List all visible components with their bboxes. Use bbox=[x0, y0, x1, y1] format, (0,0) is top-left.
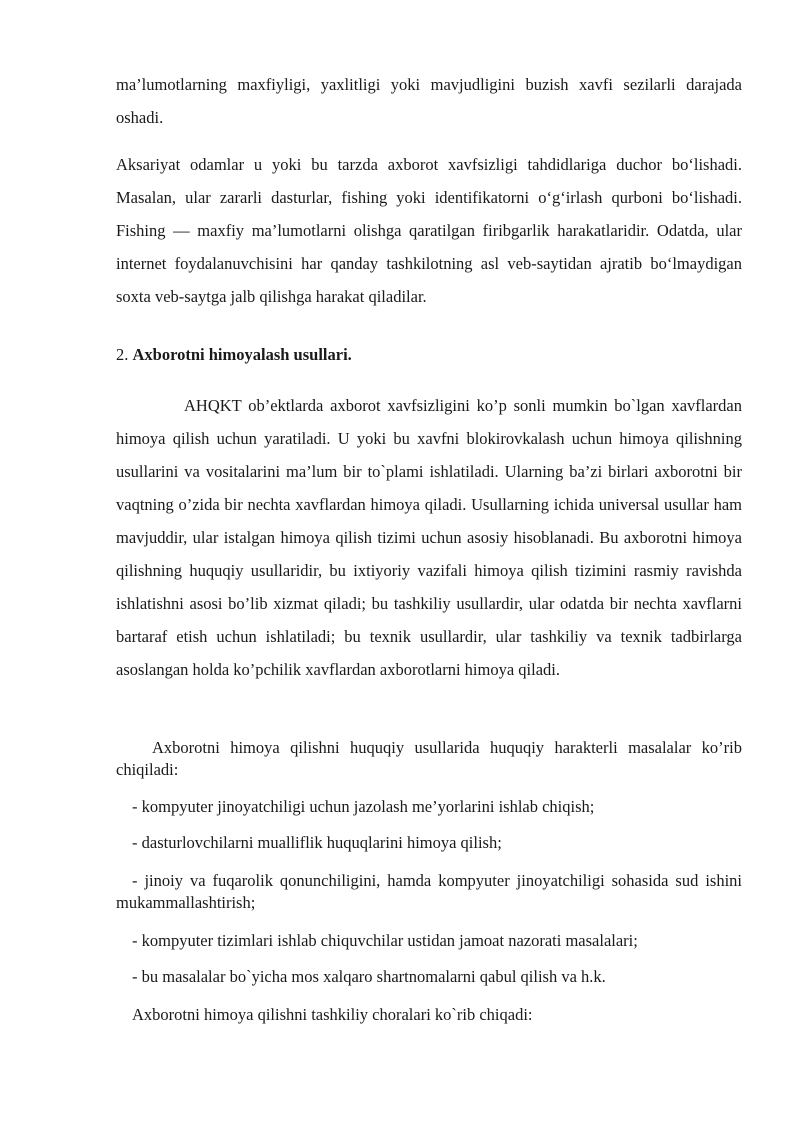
paragraph-legal-methods: Axborotni himoya qilishni huquqiy usullarida huquqiy harakterli masalalar ko’rib chiqiladi: bbox=[116, 738, 742, 779]
list-item: - bu masalalar bo`yicha mos xalqaro shartnomalarni qabul qilish va h.k. bbox=[132, 967, 606, 986]
paragraph-organizational: Axborotni himoya qilishni tashkiliy choralari ko`rib chiqadi: bbox=[132, 1005, 533, 1024]
section-number: 2. bbox=[116, 345, 129, 364]
section-heading bbox=[116, 345, 352, 365]
paragraph-intro-continuation: ma’lumotlarning maxfiyligi, yaxlitligi yoki mavjudligini buzish xavfi sezilarli darajada oshadi. bbox=[116, 75, 742, 127]
paragraph-methods: AHQKT ob’ektlarda axborot xavfsizligini ko’p sonli mumkin bo`lgan xavflardan himoya qilish uchun yaratiladi. U yoki bu xavfni blokirovkalash uchun himoya qilishning usullarini va vositalarini ma’lum bir to`plami ishlatiladi. Ularning ba’zi birlari axborotni bir vaqtning o’zida bir nechta xavflardan himoya qiladi. Usullarning ichida universal usullar ham mavjuddir, ular istalgan himoya qilish tizimi uchun asosiy hisoblanadi. Bu axborotni himoya qilishning huquqiy usullaridir, bu ixtiyoriy vazifali himoya qilish tizimini rasmiy ravishda ishlatishni asosi bo’lib xizmat qiladi; bu tashkiliy usullardir, ular odatda bir nechta xavflarni bartaraf etish uchun ishlatiladi; bu texnik usullardir, ular tashkiliy va texnik tadbirlarga asoslangan holda ko’pchilik xavflardan axborotlarni himoya qiladi. bbox=[116, 396, 742, 679]
list-item: - kompyuter tizimlari ishlab chiquvchilar ustidan jamoat nazorati masalalari; bbox=[132, 931, 638, 950]
section-title: Axborotni himoyalash usullari. bbox=[132, 345, 352, 364]
paragraph-threats: Aksariyat odamlar u yoki bu tarzda axborot xavfsizligi tahdidlariga duchor bo‘lishadi. Masalan, ular zararli dasturlar, fishing yoki identifikatorni o‘g‘irlash qurboni bo‘lishadi. Fishing — maxfiy ma’lumotlarni olishga qaratilgan firibgarlik harakatlaridir. Odatda, ular internet foydalanuvchisini har qanday tashkilotning asl veb-saytidan ajratib bo‘lmaydigan soxta veb-saytga jalb qilishga harakat qiladilar. bbox=[116, 155, 742, 306]
list-item: - kompyuter jinoyatchiligi uchun jazolash me’yorlarini ishlab chiqish; bbox=[132, 797, 595, 816]
list-item: - jinoiy va fuqarolik qonunchiligini, hamda kompyuter jinoyatchiligi sohasida sud ishini mukammallashtirish; bbox=[116, 871, 742, 912]
list-item: - dasturlovchilarni mualliflik huquqlarini himoya qilish; bbox=[132, 833, 502, 852]
